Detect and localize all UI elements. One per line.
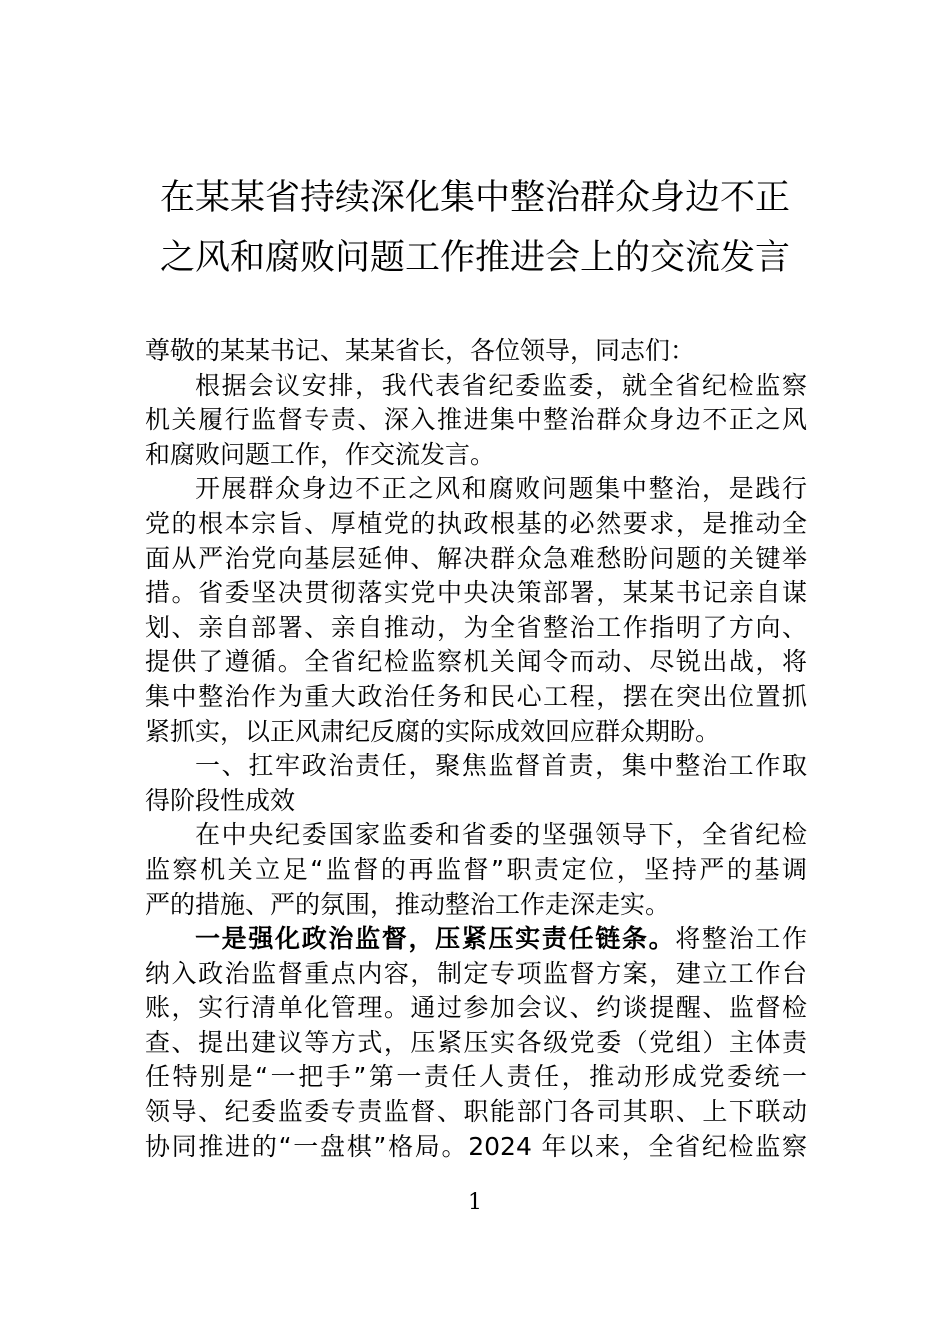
title-line-2: 之风和腐败问题工作推进会上的交流发言 bbox=[159, 238, 790, 278]
paragraph-line: 任特别是“一把手”第一责任人责任，推动形成党委统一 bbox=[145, 1062, 807, 1092]
first-line-rest: 将整治工作 bbox=[675, 924, 807, 954]
paragraph-line: 面从严治党向基层延伸、解决群众急难愁盼问题的关键举 bbox=[145, 543, 807, 573]
paragraph-line: 在中央纪委国家监委和省委的坚强领导下，全省纪检 bbox=[195, 820, 807, 850]
paragraph-line: 和腐败问题工作，作交流发言。 bbox=[145, 439, 496, 469]
paragraph-line: 划、亲自部署、亲自推动，为全省整治工作指明了方向、 bbox=[145, 612, 807, 642]
paragraph-line: 严的措施、严的氛围，推动整治工作走深走实。 bbox=[145, 889, 671, 919]
paragraph-line: 纳入政治监督重点内容，制定专项监督方案，建立工作台 bbox=[145, 958, 807, 988]
paragraph-intro bbox=[145, 369, 807, 473]
paragraph-first-line bbox=[145, 922, 807, 957]
paragraph-line: 领导、纪委监委专责监督、职能部门各司其职、上下联动 bbox=[145, 1097, 807, 1127]
paragraph-political-supervision bbox=[145, 922, 807, 1164]
paragraph-line: 开展群众身边不正之风和腐败问题集中整治，是践行 bbox=[195, 474, 807, 504]
paragraph-line: 紧抓实，以正风肃纪反腐的实际成效回应群众期盼。 bbox=[145, 716, 721, 746]
paragraph-line: 查、提出建议等方式，压紧压实各级党委（党组）主体责 bbox=[145, 1027, 807, 1057]
page-number: 1 bbox=[468, 1190, 482, 1215]
paragraph-line: 党的根本宗旨、厚植党的执政根基的必然要求，是推动全 bbox=[145, 508, 807, 538]
paragraph-leadership bbox=[145, 818, 807, 922]
paragraph-line: 机关履行监督专责、深入推进集中整治群众身边不正之风 bbox=[145, 405, 807, 435]
document-title bbox=[140, 168, 810, 288]
paragraph-line: 账，实行清单化管理。通过参加会议、约谈提醒、监督检 bbox=[145, 993, 807, 1023]
paragraph-line: 协同推进的“一盘棋”格局。2024 年以来，全省纪检监察 bbox=[145, 1131, 807, 1161]
paragraph-line: 集中整治作为重大政治任务和民心工程，摆在突出位置抓 bbox=[145, 681, 807, 711]
paragraph-line: 提供了遵循。全省纪检监察机关闻令而动、尽锐出战，将 bbox=[145, 647, 807, 677]
paragraph-line: 监察机关立足“监督的再监督”职责定位，坚持严的基调 bbox=[145, 854, 807, 884]
heading-line: 一、扛牢政治责任，聚焦监督首责，集中整治工作取 bbox=[195, 751, 807, 781]
document-body bbox=[145, 334, 807, 1164]
bold-lead: 一是强化政治监督，压紧压实责任链条。 bbox=[195, 924, 676, 954]
paragraph-background bbox=[145, 472, 807, 749]
section-heading-1 bbox=[145, 749, 807, 818]
title-line-1: 在某某省持续深化集中整治群众身边不正 bbox=[159, 178, 790, 218]
salutation: 尊敬的某某书记、某某省长，各位领导，同志们： bbox=[145, 336, 696, 365]
paragraph-line: 措。省委坚决贯彻落实党中央决策部署，某某书记亲自谋 bbox=[145, 578, 807, 608]
heading-line: 得阶段性成效 bbox=[145, 785, 296, 815]
paragraph-line: 根据会议安排，我代表省纪委监委，就全省纪检监察 bbox=[195, 370, 807, 400]
